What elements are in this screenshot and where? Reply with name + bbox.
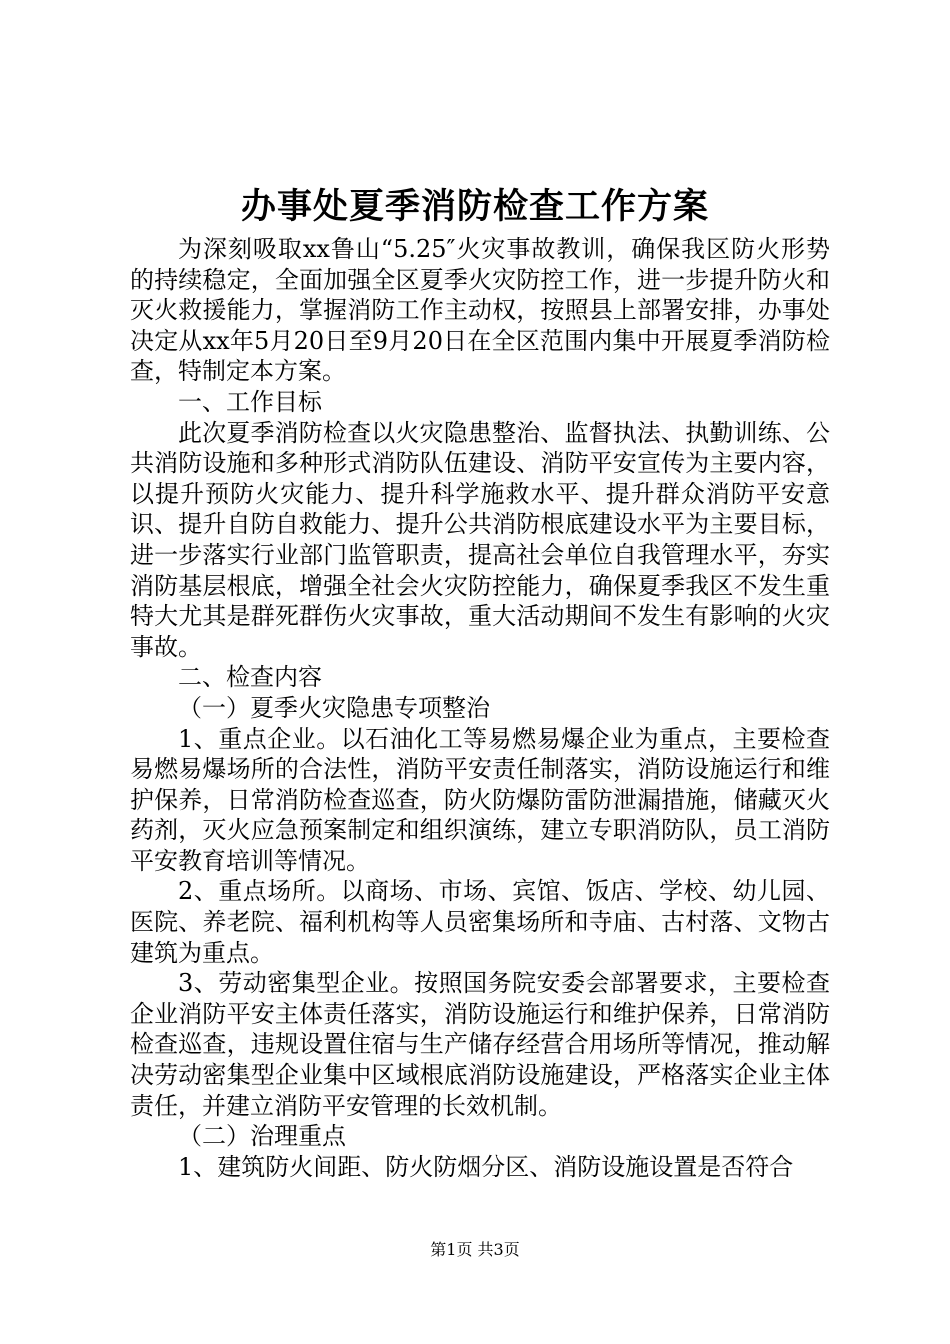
goals-paragraph: 此次夏季消防检查以火灾隐患整治、监督执法、执勤训练、公共消防设施和多种形式消防队伍建设、消防平安宣传为主要内容，以提升预防火灾能力、提升科学施救水平、提升群众消防平安意识、提升自防自救能力、提升公共消防根底建设水平为主要目标，进一步落实行业部门监管职责，提高社会单位自我管理水平，夯实消防基层根底，增强全社会火灾防控能力，确保夏季我区不发生重特大尤其是群死群伤火灾事故，重大活动期间不发生有影响的火灾事故。 — [130, 418, 830, 661]
item-key-venues: 2、重点场所。以商场、市场、宾馆、饭店、学校、幼儿园、医院、养老院、福利机构等人员密集场所和寺庙、古村落、文物古建筑为重点。 — [130, 877, 830, 967]
document-title: 办事处夏季消防检查工作方案 — [240, 186, 709, 227]
item-labor-intensive: 3、劳动密集型企业。按照国务院安委会部署要求，主要检查企业消防平安主体责任落实，消防设施运行和维护保养，日常消防检查巡查，违规设置住宿与生产储存经营合用场所等情况，推动解决劳动密集型企业集中区域根底消防设施建设，严格落实企业主体责任，并建立消防平安管理的长效机制。 — [130, 969, 830, 1120]
section-heading-content: 二、检查内容 — [178, 663, 322, 692]
subsection-heading-rectification: （一）夏季火灾隐患专项整治 — [178, 693, 490, 722]
item-key-enterprises: 1、重点企业。以石油化工等易燃易爆企业为重点，主要检查易燃易爆场所的合法性，消防平安责任制落实，消防设施运行和维护保养，日常消防检查巡查，防火防爆防雷防泄漏措施，储藏灭火药剂，灭火应急预案制定和组织演练，建立专职消防队，员工消防平安教育培训等情况。 — [130, 724, 830, 875]
page-footer: 第1页 共3页 — [430, 1240, 520, 1259]
intro-paragraph: 为深刻吸取xx鲁山“5.25″火灾事故教训，确保我区防火形势的持续稳定，全面加强全区夏季火灾防控工作，进一步提升防火和灭火救援能力，掌握消防工作主动权，按照县上部署安排，办事处决定从xx年5月20日至9月20日在全区范围内集中开展夏季消防检查，特制定本方案。 — [130, 235, 830, 386]
section-heading-goals: 一、工作目标 — [178, 387, 322, 416]
subsection-heading-focus: （二）治理重点 — [178, 1122, 346, 1151]
item-building-fire-separation: 1、建筑防火间距、防火防烟分区、消防设施设置是否符合 — [178, 1152, 794, 1181]
document-body — [130, 234, 830, 1182]
